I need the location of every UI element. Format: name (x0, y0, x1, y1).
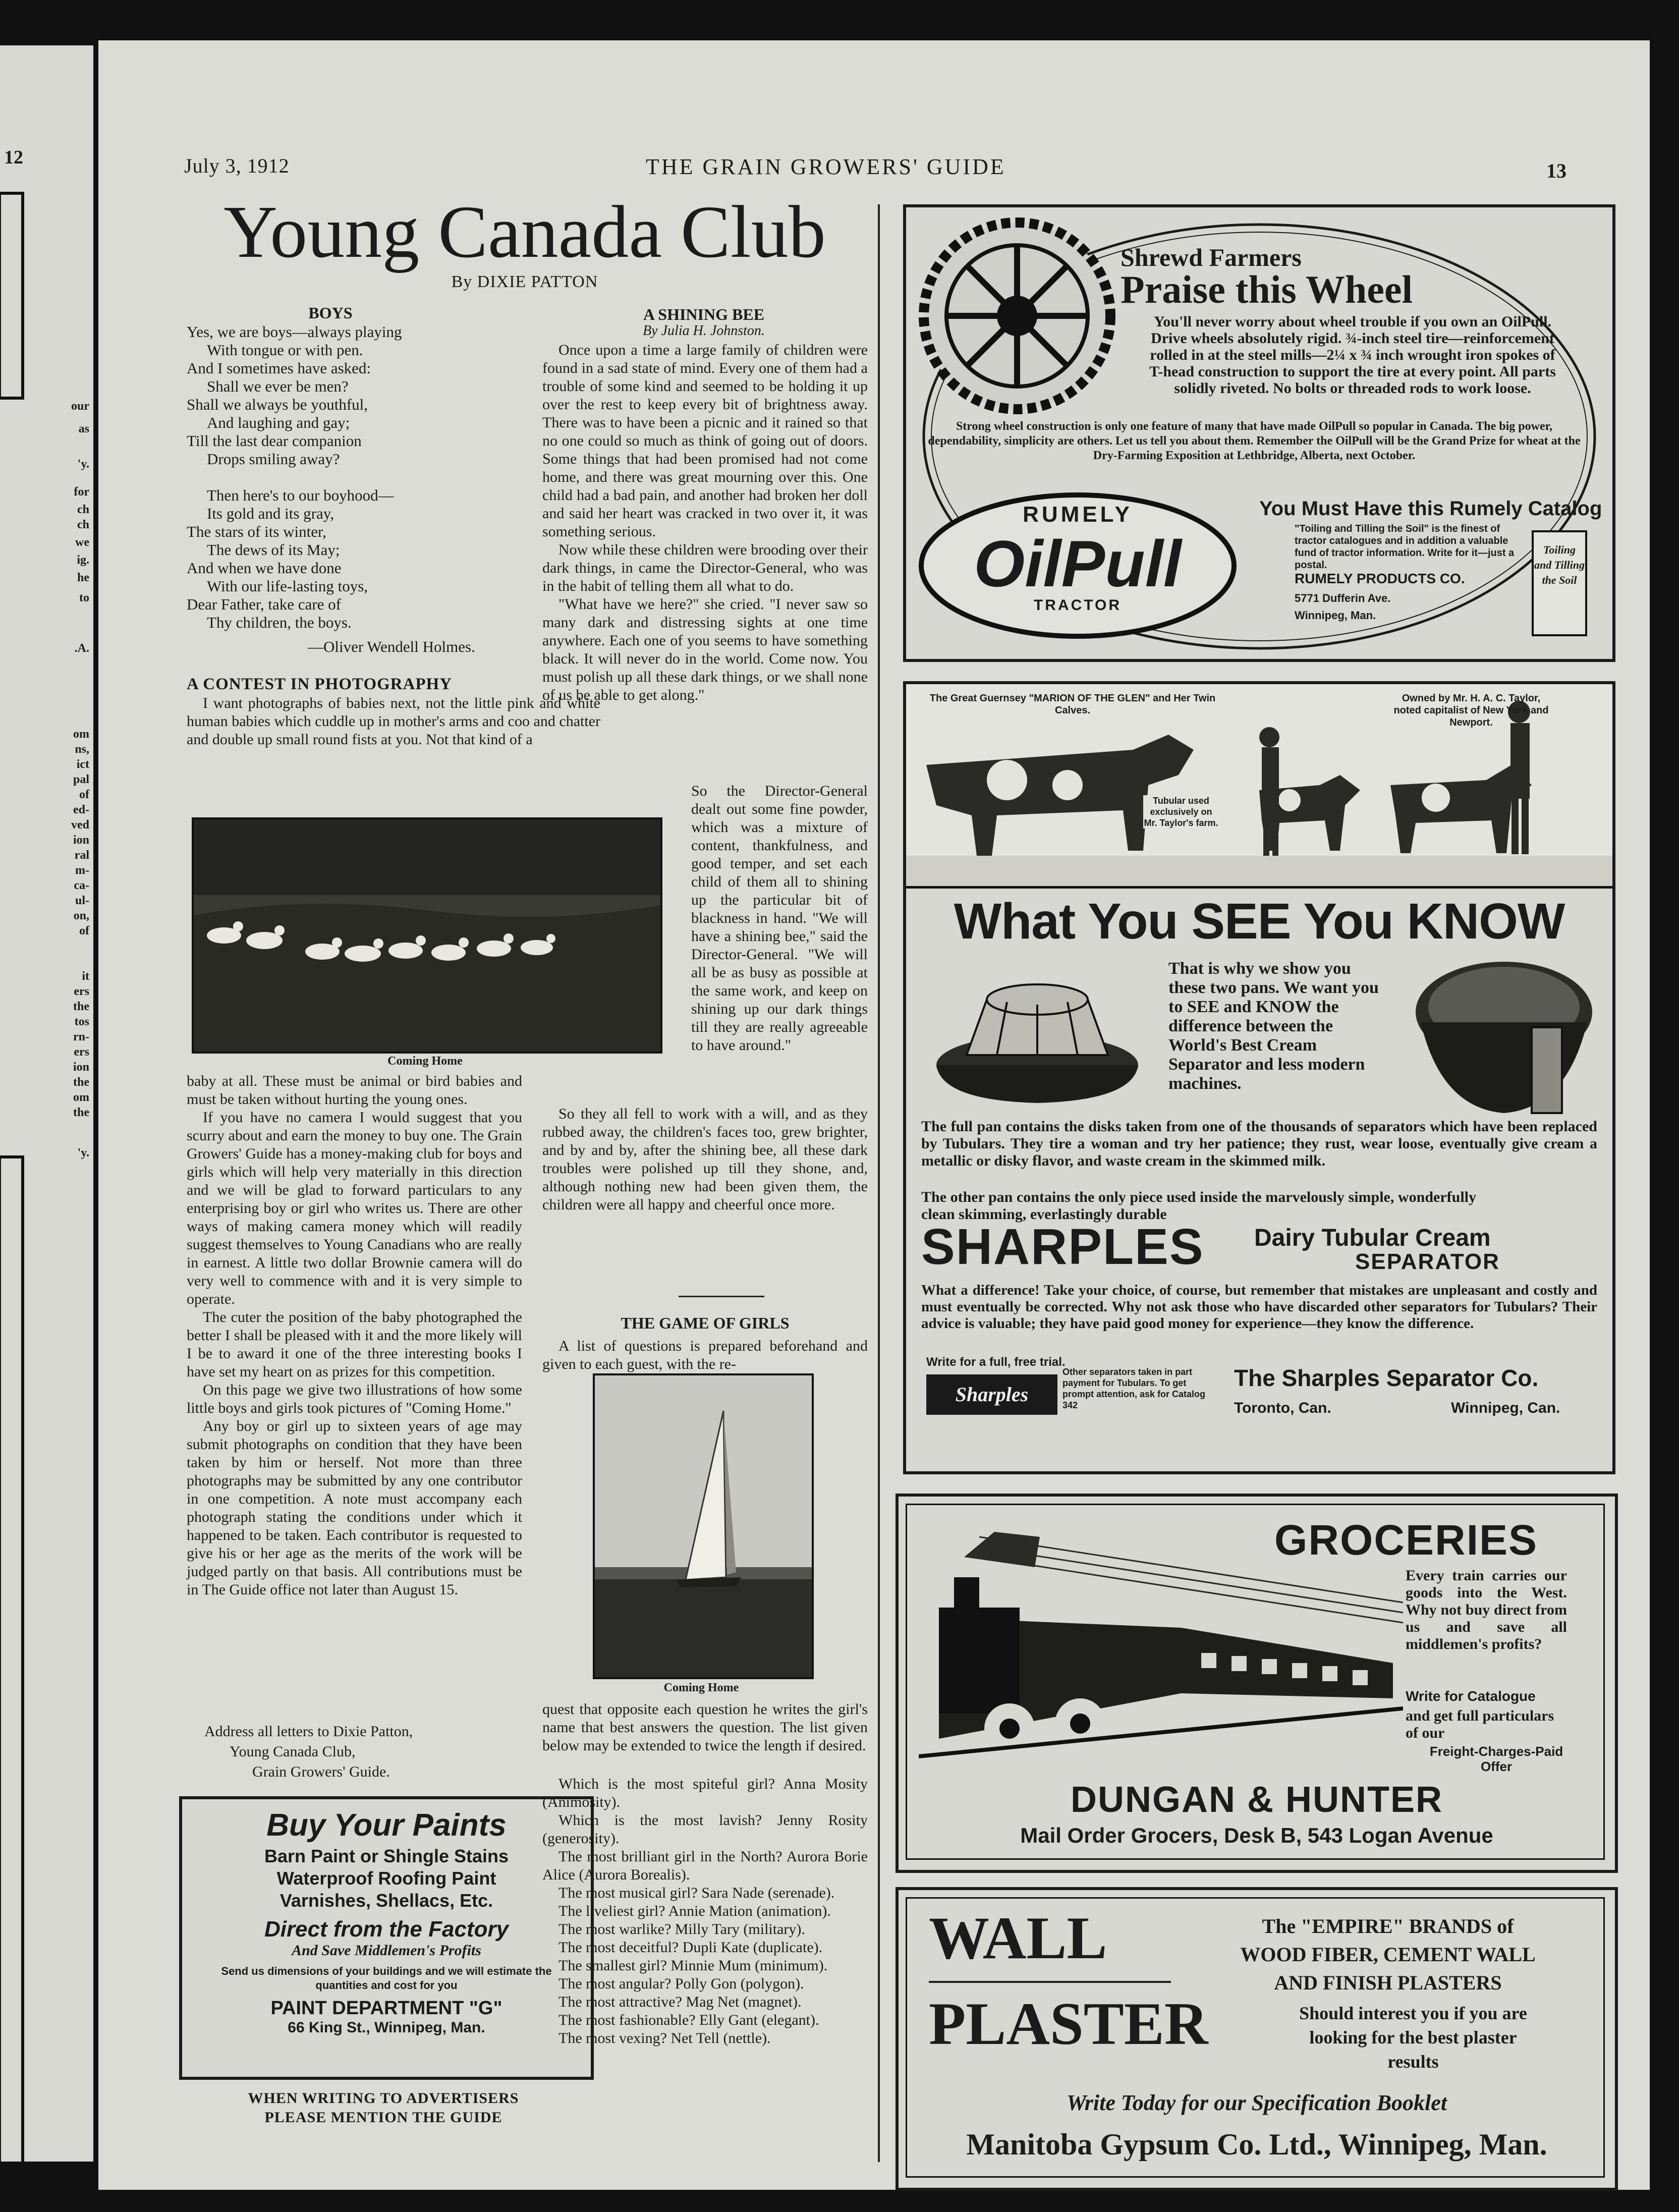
contest-body (187, 1072, 522, 1599)
game-question: Which is the most spiteful girl? Anna Mosity (Animosity). (542, 1776, 868, 1810)
advertisers-note-line: WHEN WRITING TO ADVERTISERS (248, 2090, 519, 2107)
paints-ad-address: 66 King St., Winnipeg, Man. (288, 2019, 485, 2036)
paints-ad-item: Waterproof Roofing Paint (276, 1868, 496, 1889)
previous-page-fragment: of (79, 788, 89, 801)
previous-page-fragment: the (73, 1000, 89, 1013)
club-title: Young Canada Club (223, 191, 826, 273)
previous-page-number: 12 (4, 147, 23, 168)
paints-ad-direct: Direct from the Factory (264, 1917, 509, 1942)
oilpull-logo-top: RUMELY (1023, 502, 1133, 527)
game-question: The most musical girl? Sara Nade (serenade). (558, 1885, 835, 1901)
poem-line: With tongue or with pen. (207, 341, 363, 359)
bee-body-narrow (691, 782, 868, 1055)
previous-page-border (0, 1155, 24, 2162)
previous-page-border (0, 192, 24, 400)
girls-title: THE GAME OF GIRLS (621, 1314, 790, 1332)
tubular-pan-icon (1411, 952, 1597, 1118)
game-question: The most angular? Polly Gon (polygon). (558, 1975, 804, 1992)
previous-page-fragment: ig. (77, 554, 89, 567)
bee-paragraph: So they all fell to work with a will, and as they rubbed away, the children's faces too, grew brighter, and by and by, after the shining bee, all these dark troubles were polished up till they shone, and, although nothing new had been given them, the children were all happy and cheerful once more. (542, 1105, 868, 1213)
groceries-address: Mail Order Grocers, Desk B, 543 Logan Avenue (1020, 1823, 1493, 1847)
sharples-city-1: Toronto, Can. (1234, 1400, 1331, 1416)
groceries-text-4: Freight-Charges-Paid Offer (1429, 1744, 1563, 1774)
groceries-title: GROCERIES (1274, 1516, 1538, 1564)
plaster-line-2: WOOD FIBER, CEMENT WALL (1240, 1943, 1536, 1966)
club-byline: By DIXIE PATTON (451, 272, 598, 291)
plaster-ad (896, 1887, 1618, 2191)
paints-ad (179, 1796, 594, 2080)
sharples-headline: What You SEE You KNOW (954, 893, 1565, 950)
oilpull-logo-sub: TRACTOR (1033, 597, 1122, 614)
previous-page-fragment: ch (77, 518, 89, 531)
rumely-ad (903, 204, 1615, 662)
rumely-catalog-booklet: Toiling and Tilling the Soil (1532, 530, 1587, 636)
plaster-divider (929, 1981, 1171, 1983)
contest-title: A CONTEST IN PHOTOGRAPHY (187, 675, 453, 693)
contest-address-line: Address all letters to Dixie Patton, (204, 1723, 413, 1740)
poem-line: The dews of its May; (207, 541, 340, 559)
game-question: The most deceitful? Dupli Kate (duplicate). (558, 1939, 823, 1956)
rumely-catalog-text: "Toiling and Tilling the Soil" is the finest of tractor catalogues and in addition a valuable fund of tractor information. Write for it—just a postal. (1295, 523, 1515, 571)
sharples-company: The Sharples Separator Co. (1234, 1365, 1539, 1391)
sharples-product-2: SEPARATOR (1355, 1249, 1500, 1274)
previous-page-edge (0, 45, 93, 2162)
advertisers-note (169, 2089, 598, 2127)
contest-paragraph: If you have no camera I would suggest that you scurry about and earn the money to buy one. The Grain Growers' Guide has a money-making club for boys and girls which will help very materially in this direction and we will be glad to forward particulars to any enterprising boy or girl who writes us. There are other ways of making camera money which will readily suggest themselves to Young Canadians who are really in earnest. A little two dollar Brownie camera will do very well to commence with and it is very simple to operate. (187, 1109, 522, 1307)
game-question: The most fashionable? Elly Gant (elegant). (558, 2012, 819, 2028)
plaster-line-4: Should interest you if you are looking for the best plaster results (1299, 2003, 1527, 2072)
plaster-line-1: The "EMPIRE" BRANDS of (1262, 1915, 1514, 1938)
sharples-ad (903, 681, 1615, 1474)
poem-line: Yes, we are boys—always playing (187, 323, 402, 341)
sharples-cow-photo (906, 684, 1612, 889)
sharples-tubular-note: Tubular used exclusively on Mr. Taylor's farm. (1144, 796, 1218, 828)
previous-page-fragment: ns, (75, 743, 89, 756)
sharples-para-2: The other pan contains the only piece used inside the marvelously simple, wonderfully clean skimming, everlastingly durable (921, 1189, 1476, 1223)
game-question: The most attractive? Mag Net (magnet). (558, 1994, 802, 2010)
bee-paragraph: "What have we here?" she cried. "I never saw so many dark and distressing sights at one time anywhere. Each one of you seems to have something black. It will never do in the world. Come now. You must polish up all these dark things, or we shall none of us be able to get along." (542, 596, 868, 703)
rumely-address-2: Winnipeg, Man. (1295, 609, 1376, 622)
sharples-fine-print: Other separators taken in part payment for Tubulars. To get prompt attention, ask for Catalog 342 (1062, 1367, 1206, 1410)
previous-page-fragment: ul- (75, 894, 89, 907)
poem-line: Thy children, the boys. (207, 614, 352, 631)
previous-page-fragment: rn- (73, 1030, 89, 1043)
contest-intro: I want photographs of babies next, not the little pink and white human babies which cuddle up in mother's arms and coo and chatter and double up small round fists at you. Not that kind of a (187, 695, 600, 748)
previous-page-fragment: ca- (74, 879, 89, 892)
oilpull-logo-main: OilPull (974, 527, 1182, 600)
previous-page-fragment: ral (74, 849, 89, 862)
rumely-body: You'll never worry about wheel trouble if you own an OilPull. Drive wheels absolutely rigid. ¾-inch steel tire—reinforcement rolled in at the steel mills—2¼ x ¾ inch wrought iron spokes of T-head construction to support the tire at every point. All parts solidly riveted. No bolts or threaded rods to work loose. (1149, 313, 1556, 397)
previous-page-fragment: pal (73, 773, 89, 786)
rumely-catalog-heading: You Must Have this Rumely Catalog (1259, 497, 1602, 520)
contest-paragraph: Any boy or girl up to sixteen years of age may submit photographs on condition that they have been taken by him or herself. Not more than three photographs may be submitted by any one contributor in one competition. A note must accompany each photograph stating the conditions under which it happened to be taken. Each contributor is requested to give his or her age as the merits of the work will be judged partly on that basis. All contributions must be in The Guide office not later than August 15. (187, 1418, 522, 1598)
paints-ad-item: Varnishes, Shellacs, Etc. (279, 1890, 493, 1911)
contest-paragraph: baby at all. These must be animal or bird babies and must be taken without hurting the young ones. (187, 1073, 522, 1108)
rumely-address-1: 5771 Dufferin Ave. (1295, 592, 1391, 604)
groceries-company: DUNGAN & HUNTER (1071, 1780, 1443, 1820)
game-question: Which is the most lavish? Jenny Rosity (generosity). (542, 1812, 868, 1847)
previous-page-fragment: ch (77, 503, 89, 516)
poem-author: —Oliver Wendell Holmes. (308, 638, 475, 655)
poem-line: Shall we ever be men? (207, 377, 349, 395)
contest-paragraph: On this page we give two illustrations of how some little boys and girls took pictures of "Coming Home." (187, 1381, 522, 1416)
column-divider (878, 204, 880, 2162)
poem-line: And when we have done (187, 559, 342, 577)
contest-address-line: Grain Growers' Guide. (252, 1763, 390, 1780)
bee-paragraph: Now while these children were brooding over their dark things, in came the Director-General, who was in the habit of telling them all what to do. (542, 541, 868, 594)
game-question: The liveliest girl? Annie Mation (animation). (558, 1903, 831, 1919)
poem-line: And I sometimes have asked: (187, 359, 371, 377)
game-question: The most brilliant girl in the North? Aurora Borie Alice (Aurora Borealis). (542, 1848, 868, 1883)
paints-ad-department: PAINT DEPARTMENT "G" (270, 1998, 502, 2019)
masthead-title: THE GRAIN GROWERS' GUIDE (646, 154, 1006, 179)
groceries-text-1: Every train carries our goods into the West. Why not buy direct from us and save all middlemen's profits? (1406, 1567, 1567, 1652)
previous-page-fragment: tos (74, 1015, 89, 1028)
ducks-photo (192, 817, 662, 1054)
poem-body (187, 323, 489, 632)
issue-date: July 3, 1912 (184, 154, 290, 177)
previous-page-fragment: ved (71, 818, 89, 832)
plaster-company: Manitoba Gypsum Co. Ltd., Winnipeg, Man. (966, 2128, 1547, 2161)
previous-page-fragment: om (73, 1091, 89, 1104)
page-sheet (98, 40, 1650, 2190)
oilpull-logo (916, 490, 1239, 656)
game-question: The smallest girl? Minnie Mum (minimum). (558, 1957, 828, 1974)
girls-intro: A list of questions is prepared beforehand and given to each guest, with the re- (542, 1338, 868, 1372)
paints-ad-item: Barn Paint or Shingle Stains (264, 1846, 509, 1866)
paints-ad-save: And Save Middlemen's Profits (292, 1942, 481, 1959)
previous-page-fragment: m- (75, 864, 89, 877)
rumely-body-2: Strong wheel construction is only one feature of many that have made OilPull so popular in Canada. The big power, dependability, simplicity are others. Let us tell you about them. Remember the OilPull will be the Grand Prize for wheat at the Dry-Farming Exposition at Lethbridge, Alberta, next October. (928, 420, 1581, 462)
plaster-cta: Write Today for our Specification Booklet (1066, 2090, 1447, 2115)
contest-address (204, 1722, 527, 1782)
game-question: The most vexing? Net Tell (nettle). (558, 2030, 771, 2047)
poem-line: With our life-lasting toys, (207, 577, 368, 595)
bee-paragraph: So the Director-General dealt out some fine powder, which was a mixture of content, thankfulness, and good temper, and set each child of them all to shining up the particular bit of blackness in hand. "We will have a shining bee," said the Director-General. "We will all be as busy as possible at the same work, and keep on shining up our dark things till they are really agreeable to have around." (691, 783, 868, 1054)
poem-line: Shall we always be youthful, (187, 396, 368, 413)
ducks-illustration (194, 819, 660, 1052)
previous-page-fragment: the (73, 1106, 89, 1119)
bee-paragraph: Once upon a time a large family of children were found in a sad state of mind. Every one of them had a trouble of some kind and seemed to be holding it up over the rest to keep every bit of brightness away. There was to have been a picnic and it rained so that no one could so much as think of going out of doors. Some things that had been promised had not come home, and there was great mourning over this. One child had a bad pain, and another had broken her doll and said her heart was cracked in two over it, it was something serious. (542, 342, 868, 540)
previous-page-fragment: our (71, 400, 89, 413)
girls-continued: quest that opposite each question he writes the girl's name that best answers the question. The list given below may be extended to twice the length if desired. (542, 1701, 868, 1754)
rumely-heading-1: Shrewd Farmers (1121, 243, 1302, 271)
sailboat-photo-caption: Coming Home (663, 1681, 739, 1694)
previous-page-fragment: for (74, 485, 89, 499)
groceries-text-3: and get full particulars of our (1406, 1707, 1554, 1741)
game-question: The most warlike? Milly Tary (military). (558, 1921, 805, 1938)
tractor-wheel-icon (919, 212, 1115, 424)
sailboat-illustration (595, 1375, 812, 1677)
sharples-brand: SHARPLES (921, 1219, 1204, 1275)
poem-line: Drops smiling away? (207, 450, 340, 468)
bee-title: A SHINING BEE (643, 305, 765, 323)
groceries-ad (896, 1494, 1618, 1873)
previous-page-fragment: ers (74, 1045, 89, 1059)
rumely-company: RUMELY PRODUCTS CO. (1295, 571, 1465, 586)
plaster-big-2: PLASTER (929, 1990, 1208, 2057)
poem-line: And laughing and gay; (207, 414, 350, 431)
poem-line (187, 468, 489, 486)
sharples-city-2: Winnipeg, Can. (1451, 1400, 1560, 1416)
previous-page-fragment: we (75, 536, 89, 549)
contest-paragraph: The cuter the position of the baby photographed the better I shall be pleased with it and the more likely will I be to award it one of the three interesting books I have set my heart on as prizes for this competition. (187, 1309, 522, 1380)
plaster-line-3: AND FINISH PLASTERS (1274, 1971, 1502, 1994)
previous-page-fragment: ed- (73, 803, 89, 816)
poem-line: Its gold and its gray, (207, 505, 334, 522)
bee-byline: By Julia H. Johnston. (643, 323, 765, 339)
ducks-photo-caption: Coming Home (387, 1055, 463, 1068)
previous-page-fragment: .A. (74, 642, 89, 655)
poem-line: Till the last dear companion (187, 432, 362, 450)
contest-address-line: Young Canada Club, (230, 1743, 356, 1760)
bee-body-end (542, 1105, 868, 1214)
disk-pan-icon (926, 954, 1148, 1105)
girls-questions (542, 1775, 868, 2048)
previous-page-fragment: ict (76, 758, 89, 771)
poem-line: The stars of its winter, (187, 523, 326, 540)
previous-page-fragment: of (79, 924, 89, 937)
sharples-cow-caption: The Great Guernsey "MARION OF THE GLEN" and Her Twin Calves. (929, 693, 1216, 716)
poem-line: Then here's to our boyhood— (207, 486, 394, 504)
sharples-intro: That is why we show you these two pans. We want you to SEE and KNOW the difference between the World's Best Cream Separator and less modern machines. (1168, 959, 1379, 1093)
page-number: 13 (1546, 159, 1566, 182)
paints-ad-title: Buy Your Paints (266, 1808, 507, 1843)
previous-page-fragment: 'y. (77, 1146, 89, 1159)
previous-page-fragment: the (73, 1076, 89, 1089)
sharples-logo: Sharples (926, 1374, 1057, 1415)
bee-body (542, 341, 868, 704)
poem-title: BOYS (308, 304, 353, 322)
previous-page-fragment: to (79, 591, 89, 604)
sharples-trial: Write for a full, free trial. (926, 1355, 1066, 1369)
previous-page-fragment: it (82, 970, 89, 983)
previous-page-fragment: om (73, 728, 89, 741)
sharples-owner-caption: Owned by Mr. H. A. C. Taylor, noted capitalist of New York and Newport. (1393, 693, 1549, 728)
previous-page-fragment: 'y. (77, 458, 89, 471)
previous-page-fragment: on, (73, 909, 89, 922)
sharples-para-1: The full pan contains the disks taken from one of the thousands of separators which have been replaced by Tubulars. They tire a woman and try her patience; they rust, wear loose, eventually give cream a metallic or disky flavor, and waste cream in the skimmed milk. (921, 1118, 1597, 1169)
previous-page-fragment: ion (73, 1061, 89, 1074)
groceries-text-2: Write for Catalogue (1406, 1688, 1536, 1704)
advertisers-note-line: PLEASE MENTION THE GUIDE (264, 2109, 502, 2126)
rumely-heading-2: Praise this Wheel (1121, 267, 1413, 311)
previous-page-fragment: as (78, 422, 89, 435)
previous-page-fragment: ion (73, 834, 89, 847)
poem-line: Dear Father, take care of (187, 595, 341, 613)
previous-page-fragment: ers (74, 985, 89, 998)
previous-page-fragment: he (77, 571, 89, 584)
sharples-product-1: Dairy Tubular Cream (1254, 1225, 1491, 1251)
sharples-para-3: What a difference! Take your choice, of course, but remember that mistakes are unpleasant and costly and must eventually be corrected. Why not ask those who have discarded other separators for Tubulars? Their advice is valuable; they have paid good money for experience—they know the difference. (921, 1282, 1597, 1332)
plaster-big-1: WALL (929, 1904, 1107, 1971)
sailboat-photo (593, 1373, 814, 1679)
section-divider (679, 1296, 764, 1297)
paints-ad-note: Send us dimensions of your buildings and we will estimate the quantities and cost for you (221, 1965, 552, 1992)
